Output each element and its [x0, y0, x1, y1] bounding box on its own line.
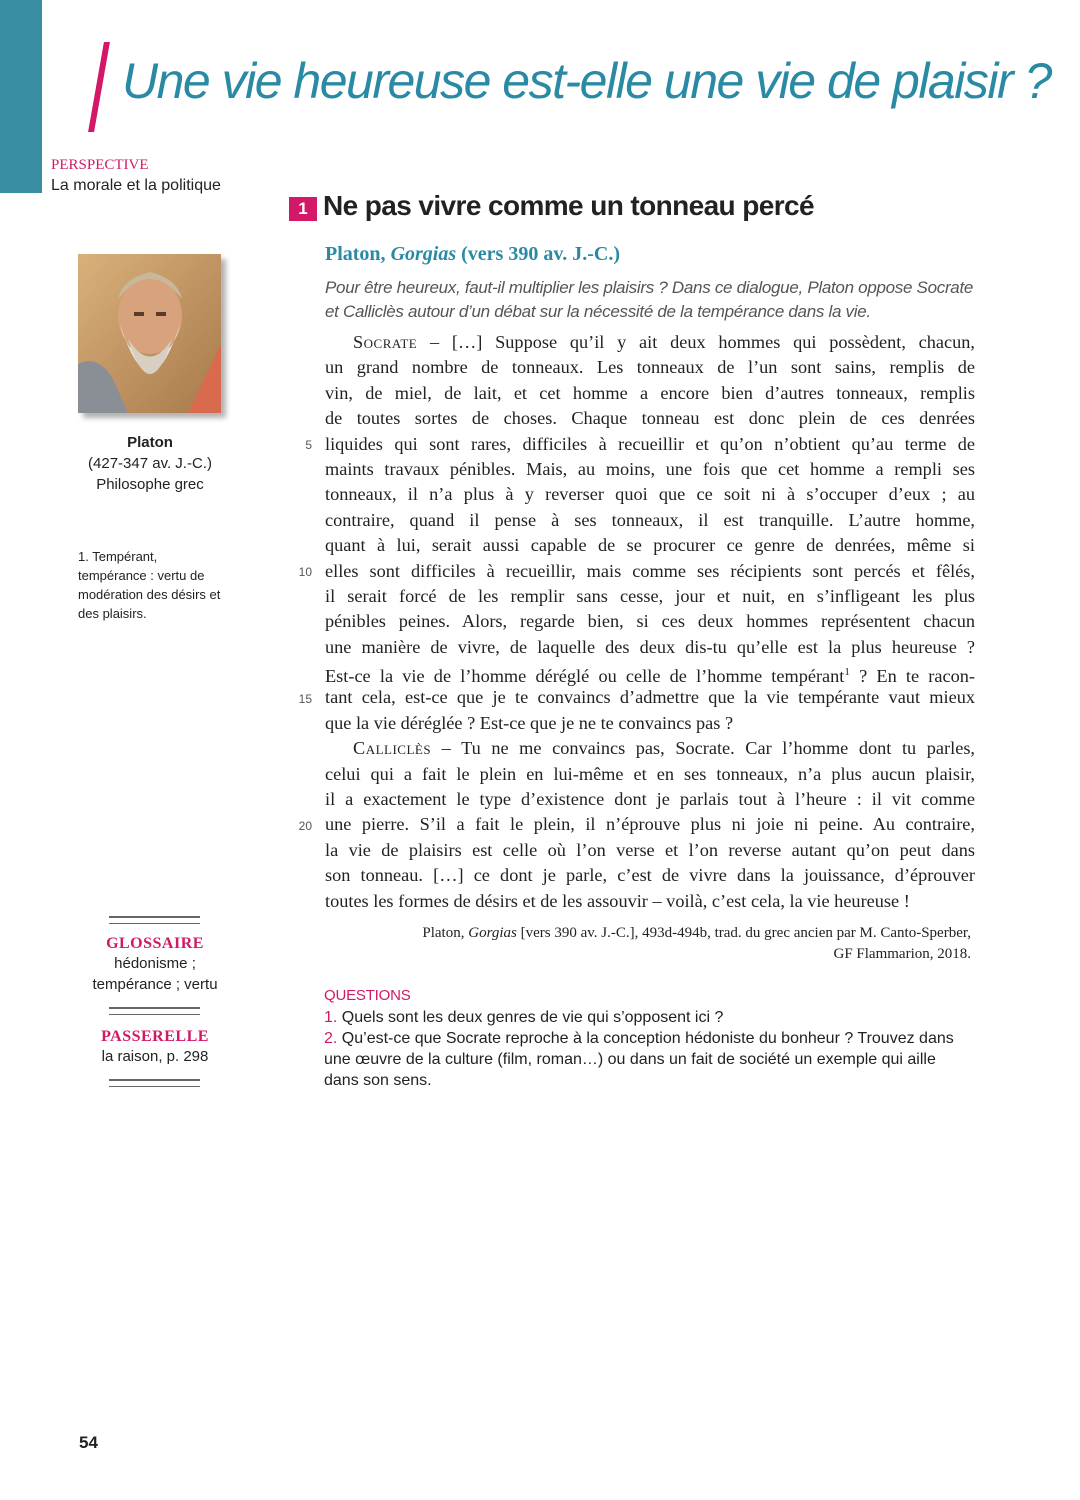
text-line: de toutes sortes de choses. Chaque tonneau est donc plein de ces denrées	[325, 408, 975, 429]
text-line: elles sont difficiles à recueillir, mais comme ses récipients sont percés et fêlés,	[325, 560, 975, 581]
passerelle-box	[80, 1028, 230, 1067]
questions-title: QUESTIONS	[324, 987, 411, 1004]
question-text: Quels sont les deux genres de vie qui s’opposent ici ?	[337, 1009, 724, 1026]
source-work: Gorgias	[468, 925, 517, 941]
dialogue-text	[325, 330, 975, 914]
perspective-label: PERSPECTIVE	[51, 157, 149, 173]
line-content: ? En te racon-	[849, 666, 975, 687]
teal-side-bar	[0, 0, 42, 193]
author-work: Gorgias	[390, 243, 457, 265]
text-line: toutes les formes de désirs et de les assouvir – voilà, c’est cela, la vie heureuse !	[325, 890, 910, 911]
divider	[109, 1079, 200, 1087]
glossaire-box	[80, 935, 230, 995]
question-text: Qu’est-ce que Socrate reproche à la conception hédoniste du bonheur ? Trouvez dans une œuvre de la culture (film, roman…) ou dans un fait de société un exemple qui aille dans son sens.	[324, 1030, 954, 1089]
author-name: Platon,	[325, 243, 391, 265]
glossaire-label: GLOSSAIRE	[106, 935, 204, 952]
title-slash-decoration	[88, 42, 110, 132]
text-line	[325, 330, 975, 355]
text-line: son tonneau. […] ce dont je parle, c’est de vivre dans la jouissance, d’éprouver	[325, 865, 975, 886]
question-number: 2.	[324, 1030, 338, 1047]
document-author	[325, 243, 620, 266]
text-line: celui qui a fait le plein en lui-même et en ses tonneaux, n’a plus aucun plaisir,	[325, 763, 975, 784]
caption-dates: (427-347 av. J.-C.)	[88, 455, 212, 472]
divider	[109, 916, 200, 924]
source-line	[325, 923, 971, 944]
text-line: la vie de plaisirs est celle où l’on verse et l’on reverse autant qu’on peut dans	[325, 839, 975, 860]
passerelle-label: PASSERELLE	[101, 1028, 209, 1045]
text-line: contraire, quand il pense à ses tonneaux, il est tranquille. L’autre homme,	[325, 509, 975, 530]
document-number-badge: 1	[289, 197, 317, 221]
text-line: que la vie déréglée ? Est-ce que je ne te convaincs pas ?	[325, 712, 734, 733]
portrait-caption	[70, 432, 230, 495]
text-line: il serait forcé de les remplir sans cesse, jour et nuit, en s’infligeant les plus	[325, 585, 975, 606]
line-content: – […] Suppose qu’il y ait deux hommes qui possèdent, chacun,	[417, 332, 975, 352]
caption-role: Philosophe grec	[96, 476, 204, 493]
text-line: tant cela, est-ce que je te convaincs d’admettre que la vie tempérante vaut mieux	[325, 687, 975, 708]
source-line: GF Flammarion, 2018.	[833, 946, 971, 962]
question-item	[324, 1007, 974, 1028]
speaker-name: Calliclès	[353, 738, 432, 759]
glossaire-term: tempérance ; vertu	[92, 976, 218, 993]
text-line: tonneaux, il n’a plus à y reverser quoi que ce soit ni à s’occuper d’eux ; au	[325, 484, 975, 505]
caption-name: Platon	[127, 434, 173, 451]
passerelle-link[interactable]: la raison, p. 298	[101, 1048, 209, 1065]
line-content: Est-ce la vie de l’homme déréglé ou celle de l’homme tempérant	[325, 666, 845, 687]
text-line	[325, 660, 975, 685]
text-line: il a exactement le type d’existence dont je parlais tout à l’heure : il vit comme	[325, 789, 975, 810]
footnote-ref: 1	[844, 666, 850, 679]
line-number: 5	[305, 438, 312, 452]
line-number: 15	[298, 692, 312, 706]
speaker-name: Socrate	[353, 332, 418, 352]
divider	[109, 1007, 200, 1015]
perspective-value: La morale et la politique	[51, 177, 221, 194]
document-intro: Pour être heureux, faut-il multiplier les plaisirs ? Dans ce dialogue, Platon oppose Socrate et Calliclès autour d’un débat sur la nécessité de la tempérance dans la vie.	[325, 278, 974, 321]
line-number: 20	[298, 819, 312, 833]
page-number: 54	[79, 1433, 98, 1452]
question-number: 1.	[324, 1009, 338, 1026]
philosopher-portrait-icon	[78, 254, 221, 413]
author-date: (vers 390 av. J.-C.)	[456, 243, 620, 265]
text-line: pénibles peines. Alors, regarde bien, si ces deux hommes représentent chacun	[325, 611, 975, 632]
question-item	[324, 1028, 974, 1091]
footnote: 1. Tempérant, tempérance : vertu de modération des désirs et des plaisirs.	[78, 549, 221, 621]
line-number: 10	[298, 565, 312, 579]
source-author: Platon,	[422, 925, 469, 941]
text-line: quant à lui, serait aussi capable de se procurer ce genre de denrées, même si	[325, 535, 975, 556]
text-line: maints travaux pénibles. Mais, au moins, une fois que cet homme a rempli ses	[325, 458, 975, 479]
text-line: vin, de miel, de lait, et cet homme a encore bien d’autres tonneaux, remplis	[325, 382, 975, 403]
document-title: Ne pas vivre comme un tonneau percé	[323, 190, 814, 221]
page-title: Une vie heureuse est-elle une vie de plaisir ?	[122, 53, 1051, 109]
text-line	[325, 736, 975, 761]
line-content: – Tu ne me convaincs pas, Socrate. Car l’homme dont tu parles,	[431, 738, 975, 759]
source-citation	[325, 923, 971, 965]
text-line: un grand nombre de tonneaux. Les tonneaux de l’un sont sains, remplis de	[325, 357, 975, 378]
glossaire-term: hédonisme ;	[114, 955, 196, 972]
text-line: une manière de vivre, de laquelle des deux dis-tu qu’elle est la plus heureuse ?	[325, 636, 975, 657]
text-line: liquides qui sont rares, difficiles à recueillir et qu’on n’obtient qu’au terme de	[325, 433, 975, 454]
questions-list	[324, 1007, 974, 1091]
source-details: [vers 390 av. J.-C.], 493d-494b, trad. du grec ancien par M. Canto-Sperber,	[516, 925, 971, 941]
text-line: une pierre. S’il a fait le plein, il n’éprouve plus ni joie ni peine. Au contraire,	[325, 814, 975, 835]
